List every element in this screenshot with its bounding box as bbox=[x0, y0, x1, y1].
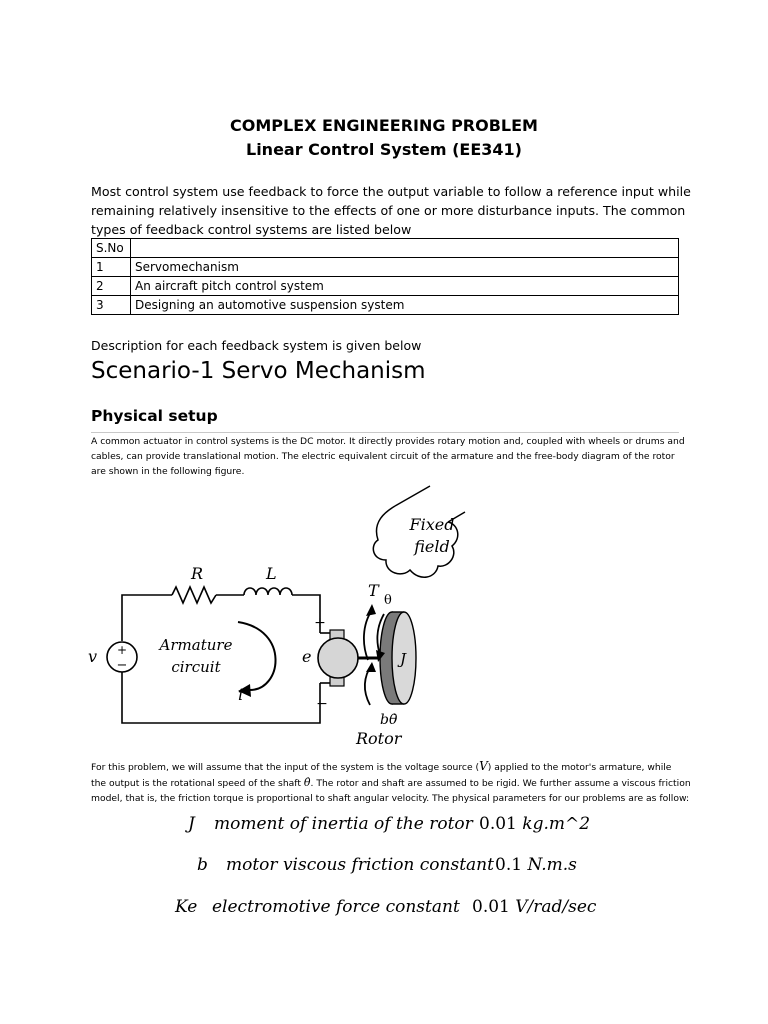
rotor-label: Rotor bbox=[356, 729, 402, 748]
table-cell: An aircraft pitch control system bbox=[131, 277, 679, 296]
table-cell: 1 bbox=[92, 258, 131, 277]
document-subtitle: Linear Control System (EE341) bbox=[246, 140, 522, 159]
source-plus: + bbox=[116, 643, 128, 657]
paragraph-line: are shown in the following figure. bbox=[91, 466, 245, 477]
table-header-cell: S.No bbox=[92, 239, 131, 258]
parameter-value: 0.01 bbox=[472, 897, 510, 917]
table-header-row bbox=[92, 239, 679, 258]
torque-label: T bbox=[368, 581, 379, 600]
inductor-symbol bbox=[244, 588, 292, 595]
intro-line: Most control system use feedback to force the output variable to follow a reference input while bbox=[91, 184, 691, 199]
intro-paragraph bbox=[91, 182, 691, 239]
parameter-symbol: J bbox=[188, 814, 195, 834]
systems-table bbox=[91, 238, 679, 315]
table-row bbox=[92, 277, 679, 296]
parameter-symbol: Ke bbox=[175, 897, 198, 917]
paragraph-line: A common actuator in control systems is the DC motor. It directly provides rotary motion and, coupled with wheels or drums and bbox=[91, 436, 685, 447]
current-arrow-icon bbox=[238, 622, 276, 690]
table-cell: 2 bbox=[92, 277, 131, 296]
parameter-description: motor viscous friction constant bbox=[226, 855, 494, 875]
source-minus: − bbox=[116, 658, 128, 673]
parameter-description: moment of inertia of the rotor bbox=[214, 814, 473, 834]
parameter-symbol: b bbox=[197, 855, 208, 875]
field-label-line2: field bbox=[414, 537, 450, 556]
parameter-value: 0.1 bbox=[495, 855, 523, 875]
parameter-unit: kg.m^2 bbox=[522, 814, 591, 834]
parameter-unit: N.m.s bbox=[527, 855, 577, 875]
motor-plus: + bbox=[314, 615, 326, 631]
intro-line: types of feedback control systems are listed below bbox=[91, 222, 412, 237]
table-row bbox=[92, 296, 679, 315]
inertia-label: J bbox=[400, 650, 407, 668]
resistor-label: R bbox=[191, 564, 204, 583]
motor-minus: − bbox=[316, 696, 328, 712]
voltage-symbol: V bbox=[479, 759, 488, 773]
field-label-line1: Fixed bbox=[409, 515, 455, 534]
paragraph-line: For this problem, we will assume that the input of the system is the voltage source (V) applied to the motor's armature, while bbox=[91, 759, 672, 773]
scenario-title: Scenario-1 Servo Mechanism bbox=[91, 358, 426, 384]
paragraph-line: cables, can provide translational motion. The electric equivalent circuit of the armature and the free-body diagram of the rotor bbox=[91, 451, 675, 462]
resistor-symbol bbox=[172, 587, 216, 603]
table-cell: Servomechanism bbox=[131, 258, 679, 277]
assumption-paragraph bbox=[91, 759, 691, 806]
parameter-description: electromotive force constant bbox=[212, 897, 460, 917]
description-note: Description for each feedback system is given below bbox=[91, 338, 422, 353]
section-divider bbox=[91, 432, 679, 433]
section-heading: Physical setup bbox=[91, 407, 218, 425]
current-label: i bbox=[238, 685, 244, 704]
motor-symbol bbox=[318, 638, 358, 678]
parameter-value: 0.01 bbox=[479, 814, 517, 834]
paragraph-line: model, that is, the friction torque is proportional to shaft angular velocity. The physical parameters for our problems are as follow: bbox=[91, 793, 690, 804]
circuit-wires bbox=[122, 595, 320, 723]
theta-label: θ bbox=[384, 593, 392, 608]
torque-arrow-icon bbox=[364, 610, 372, 660]
table-cell: Designing an automotive suspension system bbox=[131, 296, 679, 315]
document-title: COMPLEX ENGINEERING PROBLEM bbox=[230, 116, 538, 135]
intro-line: remaining relatively insensitive to the effects of one or more disturbance inputs. The common bbox=[91, 203, 686, 218]
inductor-label: L bbox=[266, 564, 277, 583]
paragraph-line: the output is the rotational speed of the shaft θ̇. The rotor and shaft are assumed to be rigid. We further assume a viscous friction bbox=[91, 776, 691, 789]
armature-label-line1: Armature bbox=[159, 636, 233, 654]
emf-label: e bbox=[302, 647, 312, 666]
parameter-unit: V/rad/sec bbox=[515, 897, 597, 917]
friction-label: bθ̇ bbox=[380, 712, 398, 728]
dc-motor-diagram bbox=[0, 470, 768, 755]
source-label: v bbox=[88, 647, 98, 666]
table-header-cell bbox=[131, 239, 679, 258]
armature-label-line2: circuit bbox=[171, 658, 221, 676]
table-cell: 3 bbox=[92, 296, 131, 315]
table-row bbox=[92, 258, 679, 277]
speed-symbol: θ̇ bbox=[303, 776, 311, 789]
